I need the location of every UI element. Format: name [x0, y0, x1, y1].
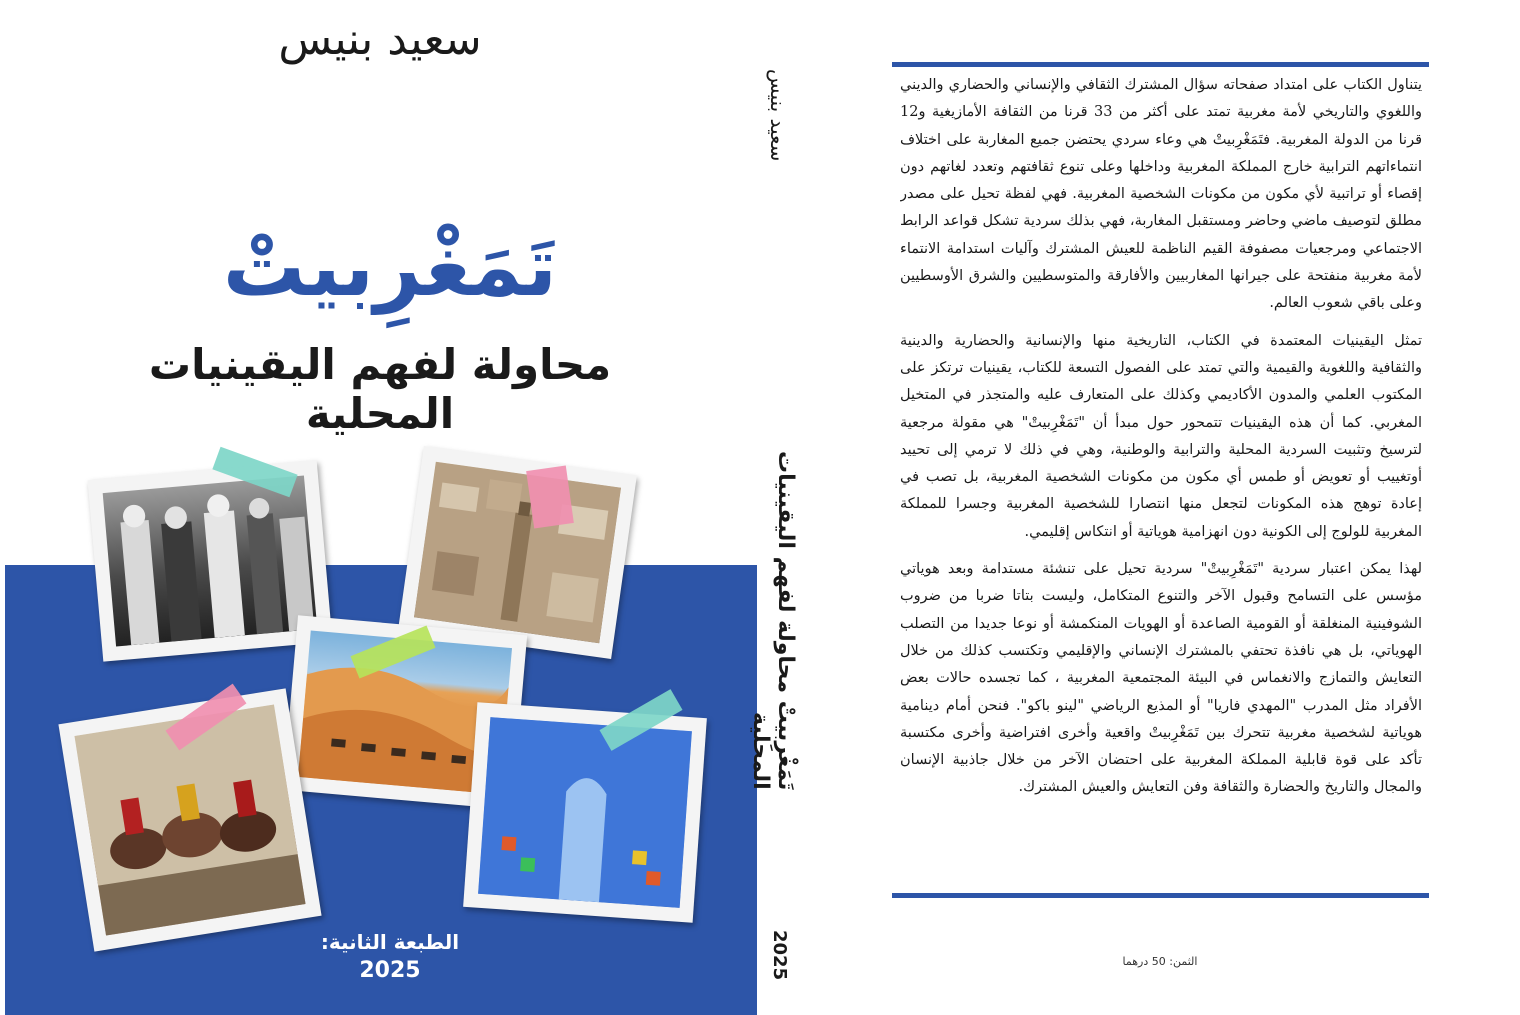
- edition-label: الطبعة الثانية:: [320, 930, 460, 954]
- photo-men-in-robes-image: [103, 475, 318, 646]
- book-title: تَمَغْرِبيتْ: [222, 220, 558, 315]
- blurb-paragraph-2: تمثل اليقينيات المعتمدة في الكتاب، التاريخية منها والإنسانية والحضارية والدينية والثقافية واللغوية والقيمية والتي تمتد على الفصول التسعة للكتاب، يقينيات ترتكز على المكتوب العلمي والمدون الأكاديمي وكذلك على المتعارف عليه والمتجذر في المتخيل المغربي. كما أن هذه اليقينيات تتمحور حول مبدأ أن "تَمَغْرِبيتْ" هي مقولة مرجعية لترسيخ وتثبيت السردية المحلية والترابية والوطنية، وهي في ذلك لا ترمي إلى تحييد أوتغييب أو تعويض أو طمس أي مكون من مكونات الشخصية المغربية، بل تصب في إعادة توهج هذه المكونات لتجعل منها انتصارا للشخصية المغربية وجسرا للمملكة المغربية للولوج إلى الكونية دون انهزامية هوياتية أو انتكاس إقليمي.: [900, 332, 1422, 540]
- price-label: الثمن: 50 درهما: [1122, 955, 1198, 968]
- photo-blue-alley: [463, 702, 707, 923]
- photo-blue-alley-image: [478, 717, 692, 908]
- photo-city-minaret-image: [414, 462, 621, 643]
- author-name: سعيد بنيس: [278, 14, 482, 65]
- spine-author: سعيد بنيس: [766, 68, 790, 162]
- blurb-paragraph-1: يتناول الكتاب على امتداد صفحاته سؤال المشترك الثقافي والإنساني والحضاري والديني واللغوي والتاريخي لأمة مغربية تمتد على أكثر من 33 قرنا من الثقافة الأمازيغية و12 قرنا من الدولة المغربية. فتَمَغْرِبيتْ هي وعاء سردي يحتضن جميع المغاربة على اختلاف انتماءاتهم الترابية خارج المملكة المغربية وداخلها وعلى تنوع ثقافتهم وتعدد لغاتهم دون إقصاء أو تراتبية لأي مكون من مكونات الشخصية المغربية. فهي لفظة تحيل على مصدر مطلق لتوصيف ماضي وحاضر ومستقبل المغاربة، فهي بذلك سردية تشكل قواعد الرابط الاجتماعي ومرجعيات مصفوفة القيم الناظمة للعيش المشترك وآليات استدامة الانتماء لأمة مغربية منفتحة على جيرانها المغاربيين والأفارقة والمتوسطيين والشرق الأوسطيين وعلى باقي شعوب العالم.: [900, 77, 1422, 312]
- spine-year: 2025: [769, 930, 790, 981]
- book-subtitle: محاولة لفهم اليقينيات المحلية: [148, 340, 612, 438]
- spine-title: تَمَغْرِبيتْ محاولة لفهم اليقينيات المحلية: [748, 450, 798, 790]
- back-cover-bottom-rule: [892, 893, 1429, 898]
- back-cover-blurb: [900, 72, 1422, 887]
- tape-strip-pink: [526, 465, 574, 528]
- edition-year: 2025: [359, 958, 421, 983]
- edition-info: [320, 930, 460, 983]
- blurb-paragraph-3: لهذا يمكن اعتبار سردية "تَمَغْرِبيتْ" سردية تحيل على تنشئة مستدامة وبعد هوياتي مؤسس على التسامح وقبول الآخر والتنوع المتكامل، وليست بتاتا ضربا من ضروب الشوفينية المنغلقة أو القومية الصاعدة أو الهويات المنكمشة أو نوعا جديدا من التصلب الهوياتي، بل هي نافذة تحتفي بالمشترك الإنساني والإقليمي وتكتسب كذلك من خلال التعايش والتمازج والانغماس في البيئة المجتمعية المغربية ، كما تجسده حالات بعض الأفراد مثل المدرب "المهدي فاريا" أو المذيع الرياضي "لينو باكو". فنحن أمام دينامية هوياتية لشخصية مغربية تتحرك بين تَمَغْرِبيتْ واقعية وأخرى افتراضية وأخرى مكتسبة تأكد على قوة قابلية المملكة المغربية على احتضان الآخر من خلال جاذبية الإنسان والمجال والتاريخ والحضارة والثقافة وفن التعايش والعيش المشترك.: [900, 561, 1422, 796]
- back-cover-top-rule: [892, 62, 1429, 67]
